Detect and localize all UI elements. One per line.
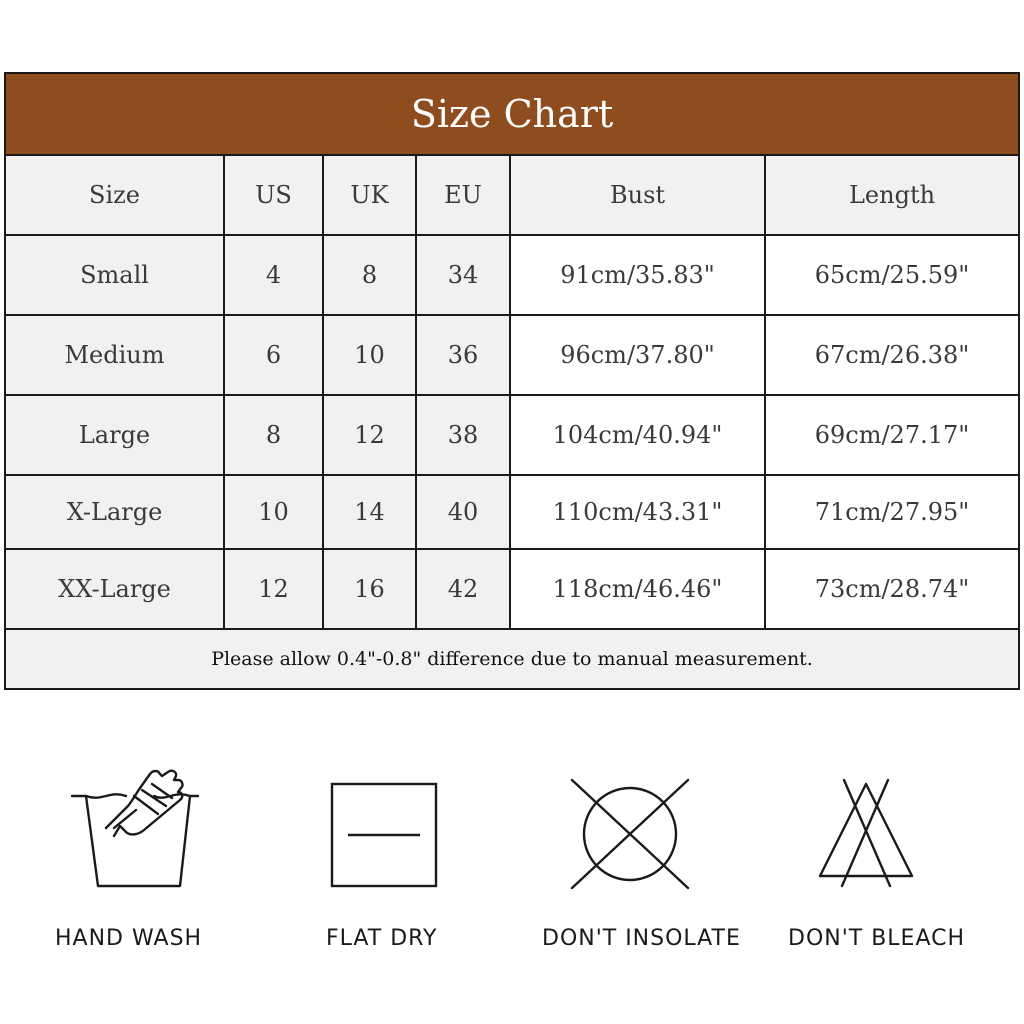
hand-wash-icon [70,766,200,892]
uk-cell: 12 [323,395,416,475]
size-cell: Large [5,395,224,475]
length-cell: 69cm/27.17" [765,395,1019,475]
header-size: Size [5,155,224,235]
eu-cell: 38 [416,395,510,475]
header-eu: EU [416,155,510,235]
table-row [5,235,1019,315]
header-row [5,155,1019,235]
us-cell: 8 [224,395,323,475]
flat-dry-icon [330,782,438,888]
size-cell: Medium [5,315,224,395]
care-label: DON'T BLEACH [788,926,966,951]
us-cell: 6 [224,315,323,395]
header-bust: Bust [510,155,765,235]
dont-insolate-icon [568,776,692,892]
bust-cell: 96cm/37.80" [510,315,765,395]
bust-cell: 91cm/35.83" [510,235,765,315]
chart-title: Size Chart [5,73,1019,155]
care-instructions [0,760,1024,1000]
eu-cell: 42 [416,549,510,629]
size-cell: Small [5,235,224,315]
care-label: DON'T INSOLATE [542,926,741,951]
dont-bleach-icon [816,778,916,890]
bust-cell: 118cm/46.46" [510,549,765,629]
bust-cell: 110cm/43.31" [510,475,765,549]
care-label: FLAT DRY [326,926,438,951]
header-us: US [224,155,323,235]
header-length: Length [765,155,1019,235]
uk-cell: 16 [323,549,416,629]
us-cell: 4 [224,235,323,315]
table-row [5,475,1019,549]
us-cell: 12 [224,549,323,629]
length-cell: 67cm/26.38" [765,315,1019,395]
length-cell: 65cm/25.59" [765,235,1019,315]
table-row [5,315,1019,395]
eu-cell: 40 [416,475,510,549]
uk-cell: 10 [323,315,416,395]
length-cell: 73cm/28.74" [765,549,1019,629]
length-cell: 71cm/27.95" [765,475,1019,549]
eu-cell: 36 [416,315,510,395]
title-row [5,73,1019,155]
size-chart-table [4,72,1020,690]
eu-cell: 34 [416,235,510,315]
uk-cell: 8 [323,235,416,315]
size-cell: X-Large [5,475,224,549]
note-row [5,629,1019,689]
table-row [5,395,1019,475]
measurement-note: Please allow 0.4"-0.8" difference due to manual measurement. [5,629,1019,689]
us-cell: 10 [224,475,323,549]
size-cell: XX-Large [5,549,224,629]
care-label: HAND WASH [55,926,203,951]
bust-cell: 104cm/40.94" [510,395,765,475]
uk-cell: 14 [323,475,416,549]
header-uk: UK [323,155,416,235]
table-row [5,549,1019,629]
